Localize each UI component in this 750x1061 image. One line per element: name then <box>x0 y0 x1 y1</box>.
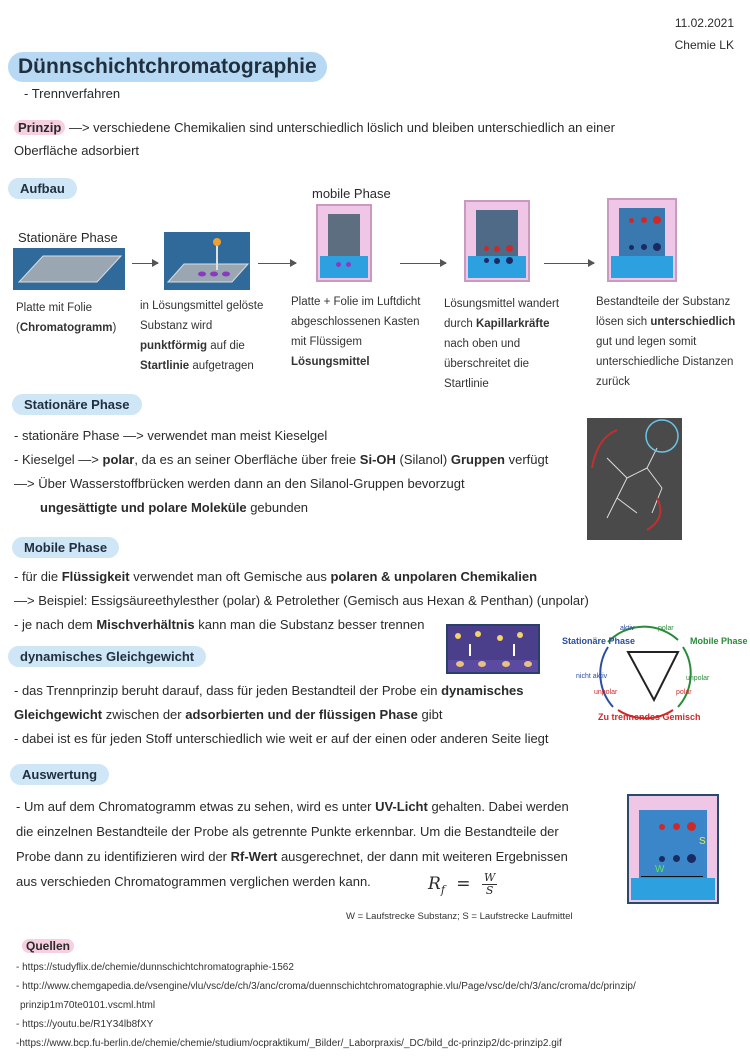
section-heading-auswertung: Auswertung <box>10 764 109 785</box>
spot <box>484 258 489 263</box>
stationaer-line-4: ungesättigte und polare Moleküle gebunden <box>40 500 309 515</box>
spotting-image <box>164 232 250 290</box>
spot <box>653 243 661 251</box>
auswertung-line-4: aus verschieden Chromatogrammen verglichen werden kann. <box>16 874 371 889</box>
section-heading-mobile: Mobile Phase <box>12 537 119 558</box>
tank-image-1 <box>316 204 372 282</box>
tank-image-2 <box>464 200 530 282</box>
silica-structure-image <box>587 418 682 540</box>
label-s: S <box>699 836 706 847</box>
spot <box>346 262 351 267</box>
spot <box>641 217 647 223</box>
spot <box>484 246 489 251</box>
diagram-mobile: Mobile Phase <box>690 636 748 646</box>
principle-line-2: Oberfläche adsorbiert <box>14 143 140 158</box>
solvent <box>320 256 368 278</box>
rf-legend: W = Laufstrecke Substanz; S = Laufstrecke Laufmittel <box>346 911 573 922</box>
caption-4: Lösungsmittel wandert durch Kapillarkräfte nach oben und überschreitet die Startlinie <box>444 298 560 390</box>
plate-drawing <box>13 248 125 290</box>
principle-term: Prinzip <box>14 120 65 135</box>
solvent <box>631 878 715 900</box>
arrow-icon <box>258 263 296 264</box>
rf-formula: $R_f$ = $\frac{W}{S}$ <box>428 871 496 897</box>
spot <box>673 823 680 830</box>
source-item[interactable]: -https://www.bcp.fu-berlin.de/chemie/chemie/studium/ocpraktikum/_Bilder/_Laborpraxis/_DC/bild_dc-prinzip2/dc-prinzip2.gif <box>16 1038 562 1049</box>
auswertung-line-2: die einzelnen Bestandteile der Probe als getrennte Punkte erkennbar. Um die Bestandteile der <box>16 824 559 839</box>
gleichgewicht-line-1: - das Trennprinzip beruht darauf, dass für jeden Bestandteil der Probe ein dynamisches <box>14 683 524 698</box>
spot <box>336 262 341 267</box>
mobile-line-3: - je nach dem Mischverhältnis kann man die Substanz besser trennen <box>14 617 425 632</box>
plate-image <box>13 248 125 290</box>
mobile-line-1: - für die Flüssigkeit verwendet man oft Gemische aus polaren & unpolaren Chemikalien <box>14 569 538 584</box>
mobile-phase-label: mobile Phase <box>312 186 391 201</box>
caption-3: Platte + Folie im Luftdicht abgeschlossenen Kasten mit Flüssigem Lösungsmittel <box>291 296 421 368</box>
diagram-aktiv: aktiv <box>620 625 635 632</box>
spot <box>673 855 680 862</box>
stationaer-line-1: - stationäre Phase —> verwendet man meist Kieselgel <box>14 428 328 443</box>
solvent <box>611 256 673 278</box>
diagram-caption: Zu trennendes Gemisch <box>598 712 701 722</box>
spot <box>506 245 513 252</box>
silica-drawing <box>587 418 682 540</box>
particles-drawing <box>448 626 538 672</box>
section-heading-quellen: Quellen <box>22 939 74 953</box>
chromatogram-uv-image <box>627 794 719 904</box>
spot <box>659 856 665 862</box>
diagram-polar-top: polar <box>658 625 674 632</box>
source-item[interactable]: - https://studyflix.de/chemie/dunnschichtchromatographie-1562 <box>16 962 294 973</box>
spotting-drawing <box>164 232 250 290</box>
tank-image-3 <box>607 198 677 282</box>
caption-2: in Lösungsmittel gelöste Substanz wird punktförmig auf die Startlinie aufgetragen <box>140 300 264 372</box>
auswertung-line-1: - Um auf dem Chromatogramm etwas zu sehen, wird es unter UV-Licht gehalten. Dabei werden <box>16 799 569 814</box>
source-item[interactable]: - http://www.chemgapedia.de/vsengine/vlu/vsc/de/ch/3/anc/croma/duennschichtchromatographie.vlu/Page/vsc/de/ch/3/anc/croma/dc/prinzip/ <box>16 981 636 992</box>
diagram-unpolar-bottom: unpolar <box>594 689 618 696</box>
stationaer-line-3: —> Über Wasserstoffbrücken werden dann an den Silanol-Gruppen bevorzugt <box>14 476 465 491</box>
spot <box>653 216 661 224</box>
course: Chemie LK <box>674 38 734 52</box>
caption-5: Bestandteile der Substanz lösen sich unterschiedlich gut und legen somit unterschiedliche Distanzen zurück <box>596 296 736 388</box>
mobile-line-2: —> Beispiel: Essigsäureethylesther (polar) & Petrolether (Gemisch aus Hexan & Penthan) (unpolar) <box>14 593 589 608</box>
caption-1: Platte mit Folie (Chromatogramm) <box>16 302 117 334</box>
triangle-drawing <box>558 622 748 724</box>
stationaer-line-2: - Kieselgel —> polar, da es an seiner Oberfläche über freie Si-OH (Silanol) Gruppen verfügt <box>14 452 549 467</box>
diagram-nicht-aktiv: nicht aktiv <box>576 673 608 680</box>
spot <box>659 824 665 830</box>
arrow-icon <box>400 263 446 264</box>
section-heading-stationaer: Stationäre Phase <box>12 394 142 415</box>
particles-image <box>446 624 540 674</box>
spot <box>629 218 634 223</box>
date: 11.02.2021 <box>674 16 734 30</box>
source-item[interactable]: - https://youtu.be/R1Y34lb8fXY <box>16 1019 154 1030</box>
start-line <box>641 876 703 877</box>
plate-glass <box>639 810 707 884</box>
gleichgewicht-line-3: - dabei ist es für jeden Stoff unterschiedlich wie weit er auf der einen oder anderen Seite liegt <box>14 731 549 746</box>
source-item[interactable]: prinzip1m70te0101.vscml.html <box>20 1000 156 1011</box>
principle-line-1: Prinzip —> verschiedene Chemikalien sind unterschiedlich löslich und bleiben unterschiedlich an einer <box>14 120 615 135</box>
diagram-polar-bottom: polar <box>676 689 692 696</box>
page-title: Dünnschichtchromatographie <box>8 52 327 82</box>
section-heading-gleichgewicht: dynamisches Gleichgewicht <box>8 646 206 667</box>
triangle-diagram <box>558 622 748 724</box>
spot <box>506 257 513 264</box>
arrow-icon <box>544 263 594 264</box>
diagram-stationary: Stationäre Phase <box>562 636 636 646</box>
arrow-icon <box>132 263 158 264</box>
spot <box>494 246 500 252</box>
gleichgewicht-line-2: Gleichgewicht zwischen der adsorbierten und der flüssigen Phase gibt <box>14 707 443 722</box>
label-w: W <box>655 864 665 875</box>
section-heading-aufbau: Aufbau <box>8 178 77 199</box>
spot <box>687 822 696 831</box>
spot <box>494 258 500 264</box>
stationary-phase-label: Stationäre Phase <box>18 230 118 245</box>
diagram-unpolar-right: unpolar <box>686 675 710 682</box>
auswertung-line-3: Probe dann zu identifizieren wird der Rf-Wert ausgerechnet, der dann mit weiteren Ergebnissen <box>16 849 568 864</box>
spot <box>687 854 696 863</box>
spot <box>641 244 647 250</box>
subtitle: - Trennverfahren <box>24 86 121 101</box>
spot <box>629 245 634 250</box>
